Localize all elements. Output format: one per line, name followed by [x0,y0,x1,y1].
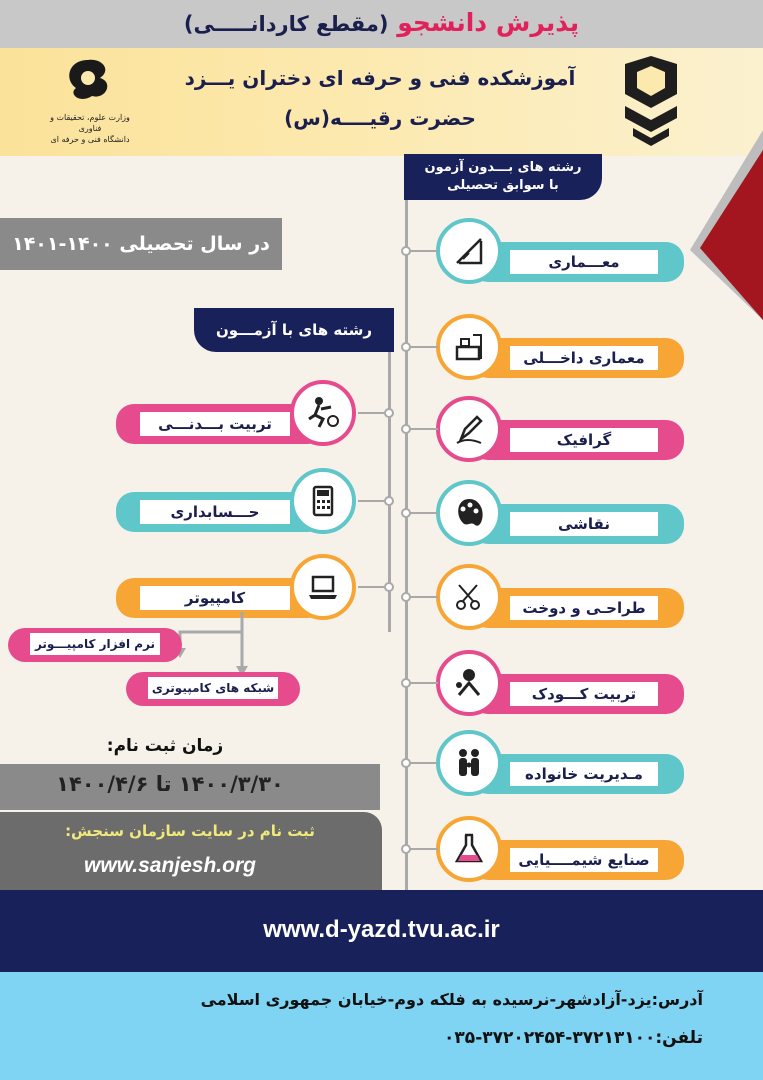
major-label: مـدیریت خانواده [510,762,658,786]
sanjesh-url[interactable]: www.sanjesh.org [84,854,256,877]
exam-major-icon-circle [290,380,356,446]
no-exam-major-icon-circle [436,730,502,796]
ministry-emblem-icon [58,56,118,106]
college-logo-icon [615,54,687,152]
no-exam-major-icon-circle [436,650,502,716]
pen-icon [451,411,487,447]
major-label: معـــماری [510,250,658,274]
college-name-2: حضرت رقیــــه(س) [284,106,476,130]
calculator-icon [305,483,341,519]
interior-icon [451,329,487,365]
no-exam-major-icon-circle [436,816,502,882]
no-exam-major-icon-circle [436,396,502,462]
computer-branch-arrows [170,610,260,680]
laptop-icon [305,569,341,605]
major-label: تربیت بـــدنـــی [140,412,290,436]
network-label: شبکه های کامپیوتری [148,677,278,699]
drafting-icon [451,233,487,269]
major-label: گرافیک [510,428,658,452]
connector [410,346,438,348]
no-exam-major-icon-circle [436,480,502,546]
connector [358,412,386,414]
no-exam-major-card [470,754,684,794]
no-exam-major-card [470,242,684,282]
subtitle: (مقطع کاردانـــــی) [183,12,389,36]
major-label: نقاشی [510,512,658,536]
no-exam-major-icon-circle [436,218,502,284]
sport-icon [305,395,341,431]
palette-icon [451,495,487,531]
family-icon [451,745,487,781]
website-url[interactable]: www.d-yazd.tvu.ac.ir [263,916,500,943]
exam-title: رشته های با آزمـــون [194,308,394,352]
no-exam-major-icon-circle [436,564,502,630]
sanjesh-label: ثبت نام در سایت سازمان سنجش: [65,822,315,840]
title: پذیرش دانشجو [397,8,580,37]
no-exam-major-card [470,674,684,714]
connector [410,682,438,684]
network-card [126,672,300,706]
reg-time-label: زمان ثبت نام: [106,736,224,756]
major-label: صنایع شیمــــیایی [510,848,658,872]
contact-bar [0,972,763,1080]
no-exam-timeline [405,200,408,890]
header-band [0,48,763,156]
connector [410,848,438,850]
exam-major-icon-circle [290,554,356,620]
major-label: حـــسابداری [140,500,290,524]
major-label: تربیت کـــودک [510,682,658,706]
college-name: آموزشکده فنی و حرفه ای دختران یـــزد [184,66,576,90]
connector [410,762,438,764]
child-icon [451,665,487,701]
sanjesh-box [0,812,382,890]
connector [410,596,438,598]
connector [358,500,386,502]
no-exam-major-icon-circle [436,314,502,380]
corner-ribbon [690,130,763,320]
scissors-icon [451,579,487,615]
no-exam-major-card [470,504,684,544]
exam-major-icon-circle [290,468,356,534]
phone: تلفن:۳۷۲۱۳۱۰۰-۳۷۲۰۲۴۵۴-۰۳۵ [444,1028,703,1048]
no-exam-major-card [470,420,684,460]
connector [410,428,438,430]
connector [358,586,386,588]
reg-dates-bar [0,764,380,810]
ministry-logo [40,56,140,151]
connector [410,512,438,514]
ministry-text: وزارت علوم، تحقیقات و فناوری دانشگاه فنی و حرفه ای [50,113,130,144]
software-label: نرم افزار کامپیـــوتر [30,633,160,655]
website-bar [0,890,763,972]
academic-year-bar [0,218,282,270]
title-line [0,8,763,37]
reg-dates: ۱۴۰۰/۳/۳۰ تا ۱۴۰۰/۴/۶ [56,772,284,796]
no-exam-major-card [470,840,684,880]
major-label: کامپیوتر [140,586,290,610]
no-exam-title: رشته های بـــدون آزمون با سوابق تحصیلی [404,154,602,200]
address: آدرس:یزد-آزادشهر-نرسیده به فلکه دوم-خیابان جمهوری اسلامی [200,990,703,1009]
connector [410,250,438,252]
major-label: طراحـی و دوخت [510,596,658,620]
no-exam-major-card [470,588,684,628]
top-title-bar [0,0,763,48]
no-exam-major-card [470,338,684,378]
software-card [8,628,182,662]
academic-year: در سال تحصیلی ۱۴۰۰-۱۴۰۱ [12,233,270,255]
major-label: معماری داخـــلی [510,346,658,370]
flask-icon [451,831,487,867]
